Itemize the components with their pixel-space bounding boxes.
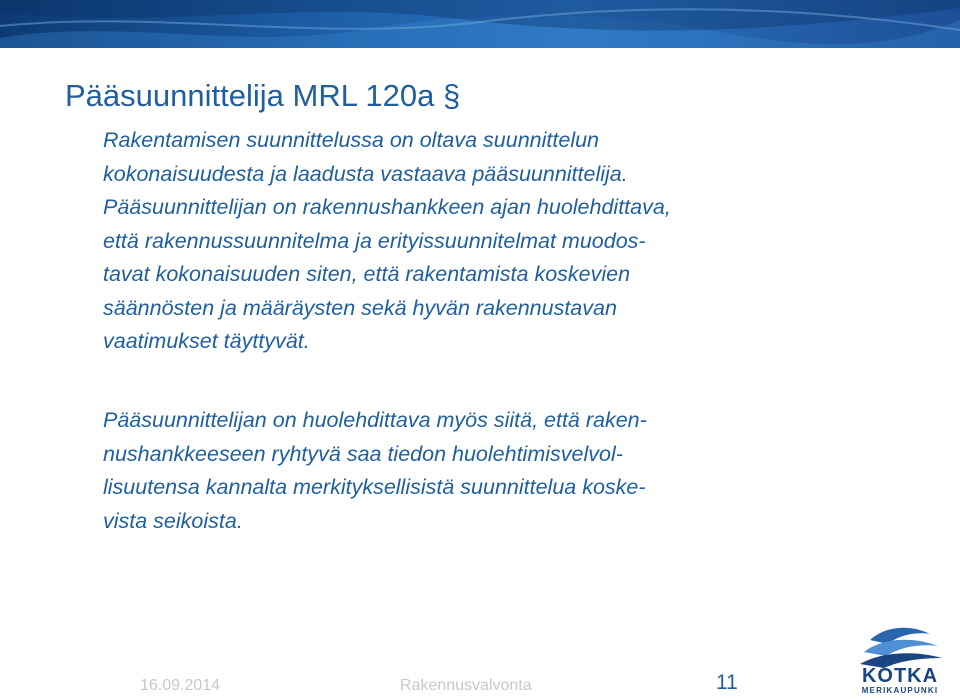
paragraph-line: että rakennussuunnitelma ja erityissuunnitelmat muodos- <box>103 228 646 253</box>
paragraph-line: nushankkeeseen ryhtyvä saa tiedon huolehtimisvelvol- <box>103 441 623 466</box>
paragraph-line: vista seikoista. <box>103 508 243 533</box>
header-banner <box>0 0 960 48</box>
logo-wordmark: KOTKA <box>861 665 939 687</box>
paragraph-line: Rakentamisen suunnittelussa on oltava suunnittelun <box>103 128 600 152</box>
paragraph-secondary <box>103 404 843 538</box>
slide-title: Pääsuunnittelija MRL 120a § <box>65 78 461 113</box>
paragraph-line: säännösten ja määräysten sekä hyvän rakennustavan <box>103 295 617 320</box>
page-number: 11 <box>716 671 738 694</box>
footer-date: 16.09.2014 <box>140 677 221 694</box>
paragraph-line: kokonaisuudesta ja laadusta vastaava pääsuunnittelija. <box>103 161 628 186</box>
wave-pattern <box>0 0 960 48</box>
paragraph-line: lisuutensa kannalta merkityksellisistä suunnittelua koske- <box>103 475 646 499</box>
paragraph-line: tavat kokonaisuuden siten, että rakentamista koskevien <box>103 262 631 286</box>
paragraph-line: Pääsuunnittelijan on huolehdittava myös siitä, että raken- <box>103 408 647 432</box>
paragraph-line: Pääsuunnittelijan on rakennushankkeen ajan huolehdittava, <box>103 195 671 219</box>
footer-department: Rakennusvalvonta <box>400 677 532 694</box>
paragraph-main <box>103 124 843 359</box>
paragraph-line: vaatimukset täyttyvät. <box>103 329 310 353</box>
logo-subtitle: MERIKAUPUNKI <box>861 686 939 695</box>
